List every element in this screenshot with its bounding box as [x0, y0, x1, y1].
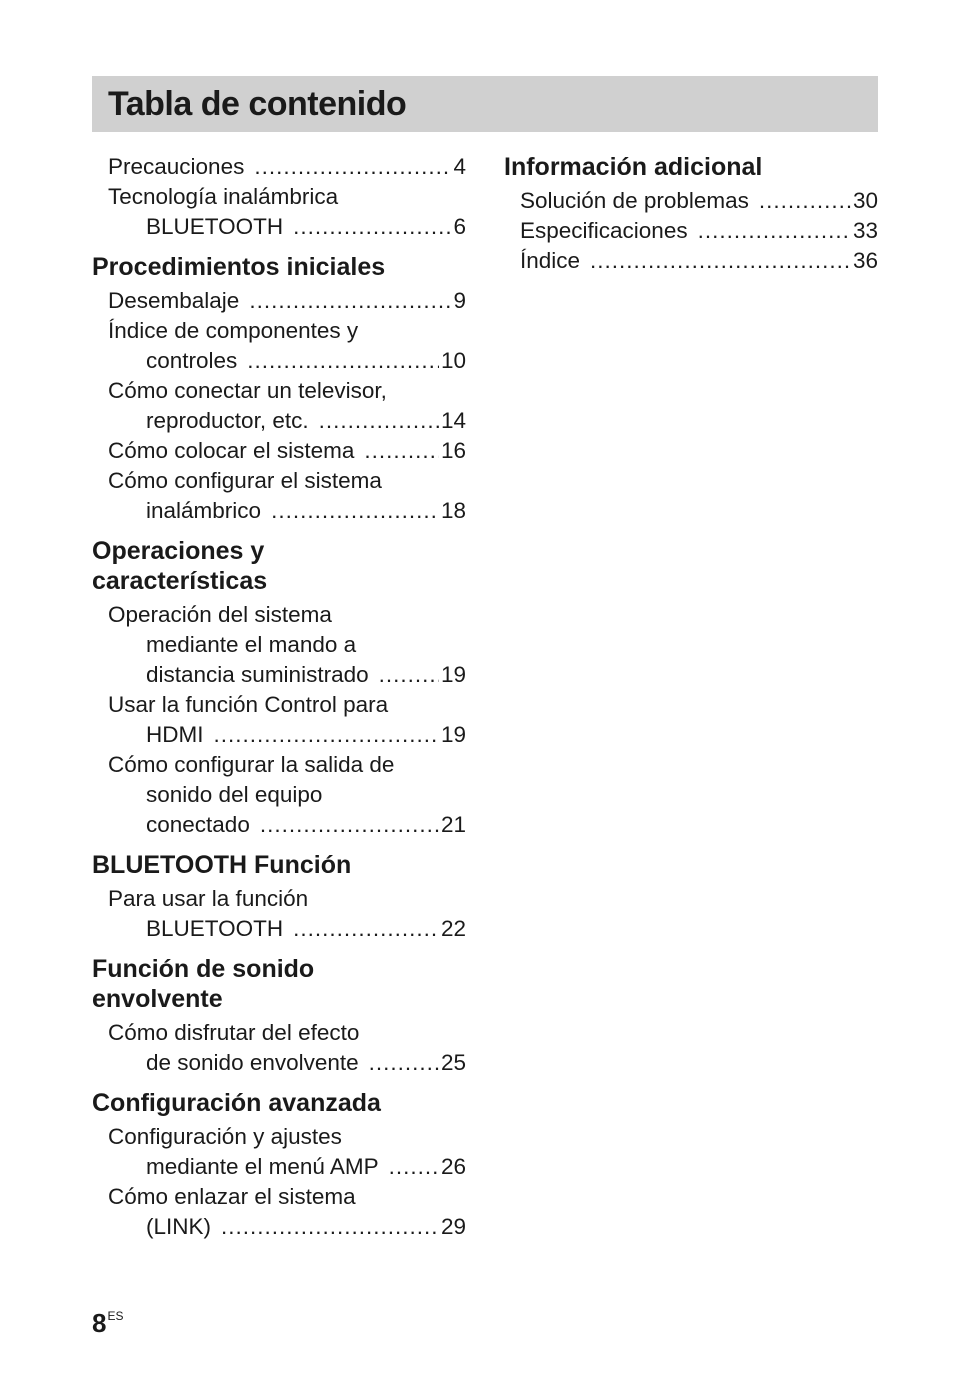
toc-entry[interactable] [504, 186, 878, 216]
dot-leader [260, 810, 439, 840]
entry-page-number: 29 [440, 1214, 466, 1239]
section-heading-line: Función de sonido [92, 955, 315, 983]
entry-text: Índice [520, 248, 581, 273]
entry-last-line [108, 496, 466, 526]
entry-page-number: 16 [440, 438, 466, 463]
title-bar [92, 76, 878, 132]
dot-leader [293, 914, 439, 944]
entry-last-line [108, 1152, 466, 1182]
dot-leader [759, 186, 851, 216]
toc-entry[interactable] [92, 286, 466, 316]
entry-page-number: 22 [440, 916, 466, 941]
toc-entry[interactable] [92, 1122, 466, 1182]
toc-entry[interactable] [92, 1018, 466, 1078]
entry-page-number: 18 [440, 498, 466, 523]
entry-page-number: 14 [440, 408, 466, 433]
toc-section [92, 536, 466, 840]
entry-page-number: 33 [852, 218, 878, 243]
dot-leader [221, 1212, 439, 1242]
entry-text-line: Configuración y ajustes [108, 1124, 342, 1149]
dot-leader [369, 1048, 439, 1078]
toc-entry[interactable] [92, 600, 466, 690]
section-heading-line: envolvente [92, 985, 223, 1013]
entry-text: Desembalaje [108, 288, 240, 313]
entry-text: Precauciones [108, 154, 245, 179]
page-number-value: 8 [92, 1308, 107, 1338]
page-language-code: ES [107, 1309, 124, 1323]
dot-leader [293, 212, 451, 242]
toc-left-column [92, 152, 466, 1242]
entry-text: reproductor, etc. [146, 408, 309, 433]
entry-text: BLUETOOTH [146, 916, 284, 941]
dot-leader [590, 246, 851, 276]
toc-section [92, 252, 466, 526]
entry-text-line: Cómo enlazar el sistema [108, 1184, 356, 1209]
toc-entry[interactable] [92, 690, 466, 750]
toc-section [92, 152, 466, 242]
entry-page-number: 25 [440, 1050, 466, 1075]
entry-last-line [520, 186, 878, 216]
entry-text: (LINK) [146, 1214, 212, 1239]
entry-text: Cómo colocar el sistema [108, 438, 355, 463]
toc-section [504, 152, 878, 276]
section-heading-line: características [92, 567, 268, 595]
section-heading: Procedimientos iniciales [92, 253, 386, 281]
entry-page-number: 30 [852, 188, 878, 213]
entry-last-line [108, 660, 466, 690]
section-heading: BLUETOOTH Función [92, 851, 352, 879]
entry-text-line: Usar la función Control para [108, 692, 389, 717]
dot-leader [249, 286, 451, 316]
entry-page-number: 6 [453, 214, 466, 239]
toc-section [92, 954, 466, 1078]
entry-page-number: 21 [440, 812, 466, 837]
section-heading-line: Operaciones y [92, 537, 265, 565]
toc-entry[interactable] [504, 246, 878, 276]
entry-text: mediante el menú AMP [146, 1154, 379, 1179]
entry-page-number: 19 [440, 722, 466, 747]
entry-last-line [108, 286, 466, 316]
entry-last-line [108, 810, 466, 840]
entry-text: Solución de problemas [520, 188, 749, 213]
entry-page-number: 26 [440, 1154, 466, 1179]
page-title: Tabla de contenido [108, 85, 407, 123]
entry-last-line [108, 346, 466, 376]
dot-leader [379, 660, 439, 690]
toc-section [92, 1088, 466, 1242]
entry-text: Especificaciones [520, 218, 688, 243]
toc-entry[interactable] [92, 376, 466, 436]
entry-last-line [108, 436, 466, 466]
section-heading: Configuración avanzada [92, 1089, 381, 1117]
toc-entry[interactable] [92, 182, 466, 242]
toc-entry[interactable] [92, 152, 466, 182]
entry-text: BLUETOOTH [146, 214, 284, 239]
entry-text-line: Cómo configurar el sistema [108, 468, 382, 493]
toc-entry[interactable] [92, 316, 466, 376]
entry-text-line: mediante el mando a [146, 632, 357, 657]
entry-text-line: Operación del sistema [108, 602, 332, 627]
page-number [92, 1308, 123, 1339]
toc-entry[interactable] [92, 750, 466, 840]
entry-text: de sonido envolvente [146, 1050, 359, 1075]
entry-page-number: 19 [440, 662, 466, 687]
section-heading [92, 536, 466, 596]
entry-text-line: Para usar la función [108, 886, 309, 911]
dot-leader [254, 152, 451, 182]
dot-leader [389, 1152, 439, 1182]
entry-text-line: Índice de componentes y [108, 318, 359, 343]
toc-right-column [504, 152, 878, 276]
entry-last-line [108, 720, 466, 750]
toc-entry[interactable] [92, 884, 466, 944]
entry-text-line: Cómo disfrutar del efecto [108, 1020, 360, 1045]
entry-page-number: 36 [852, 248, 878, 273]
toc-section [92, 850, 466, 944]
entry-last-line [108, 212, 466, 242]
entry-page-number: 4 [453, 154, 466, 179]
entry-last-line [108, 406, 466, 436]
entry-text: conectado [146, 812, 250, 837]
entry-last-line [520, 246, 878, 276]
dot-leader [247, 346, 439, 376]
entry-last-line [108, 1212, 466, 1242]
dot-leader [271, 496, 439, 526]
entry-last-line [108, 152, 466, 182]
entry-text-line: Tecnología inalámbrica [108, 184, 339, 209]
entry-text: controles [146, 348, 238, 373]
dot-leader [698, 216, 851, 246]
entry-last-line [520, 216, 878, 246]
entry-text-line: Cómo configurar la salida de [108, 752, 395, 777]
entry-last-line [108, 1048, 466, 1078]
entry-text: inalámbrico [146, 498, 262, 523]
entry-page-number: 9 [453, 288, 466, 313]
section-heading: Información adicional [504, 153, 763, 181]
entry-page-number: 10 [440, 348, 466, 373]
entry-text: distancia suministrado [146, 662, 369, 687]
toc-entry[interactable] [92, 466, 466, 526]
entry-last-line [108, 914, 466, 944]
dot-leader [214, 720, 439, 750]
toc-entry[interactable] [504, 216, 878, 246]
entry-text: HDMI [146, 722, 204, 747]
toc-entry[interactable] [92, 436, 466, 466]
dot-leader [319, 406, 439, 436]
section-heading [92, 954, 466, 1014]
toc-entry[interactable] [92, 1182, 466, 1242]
entry-text-line: Cómo conectar un televisor, [108, 378, 387, 403]
dot-leader [364, 436, 439, 466]
entry-text-line: sonido del equipo [146, 782, 323, 807]
